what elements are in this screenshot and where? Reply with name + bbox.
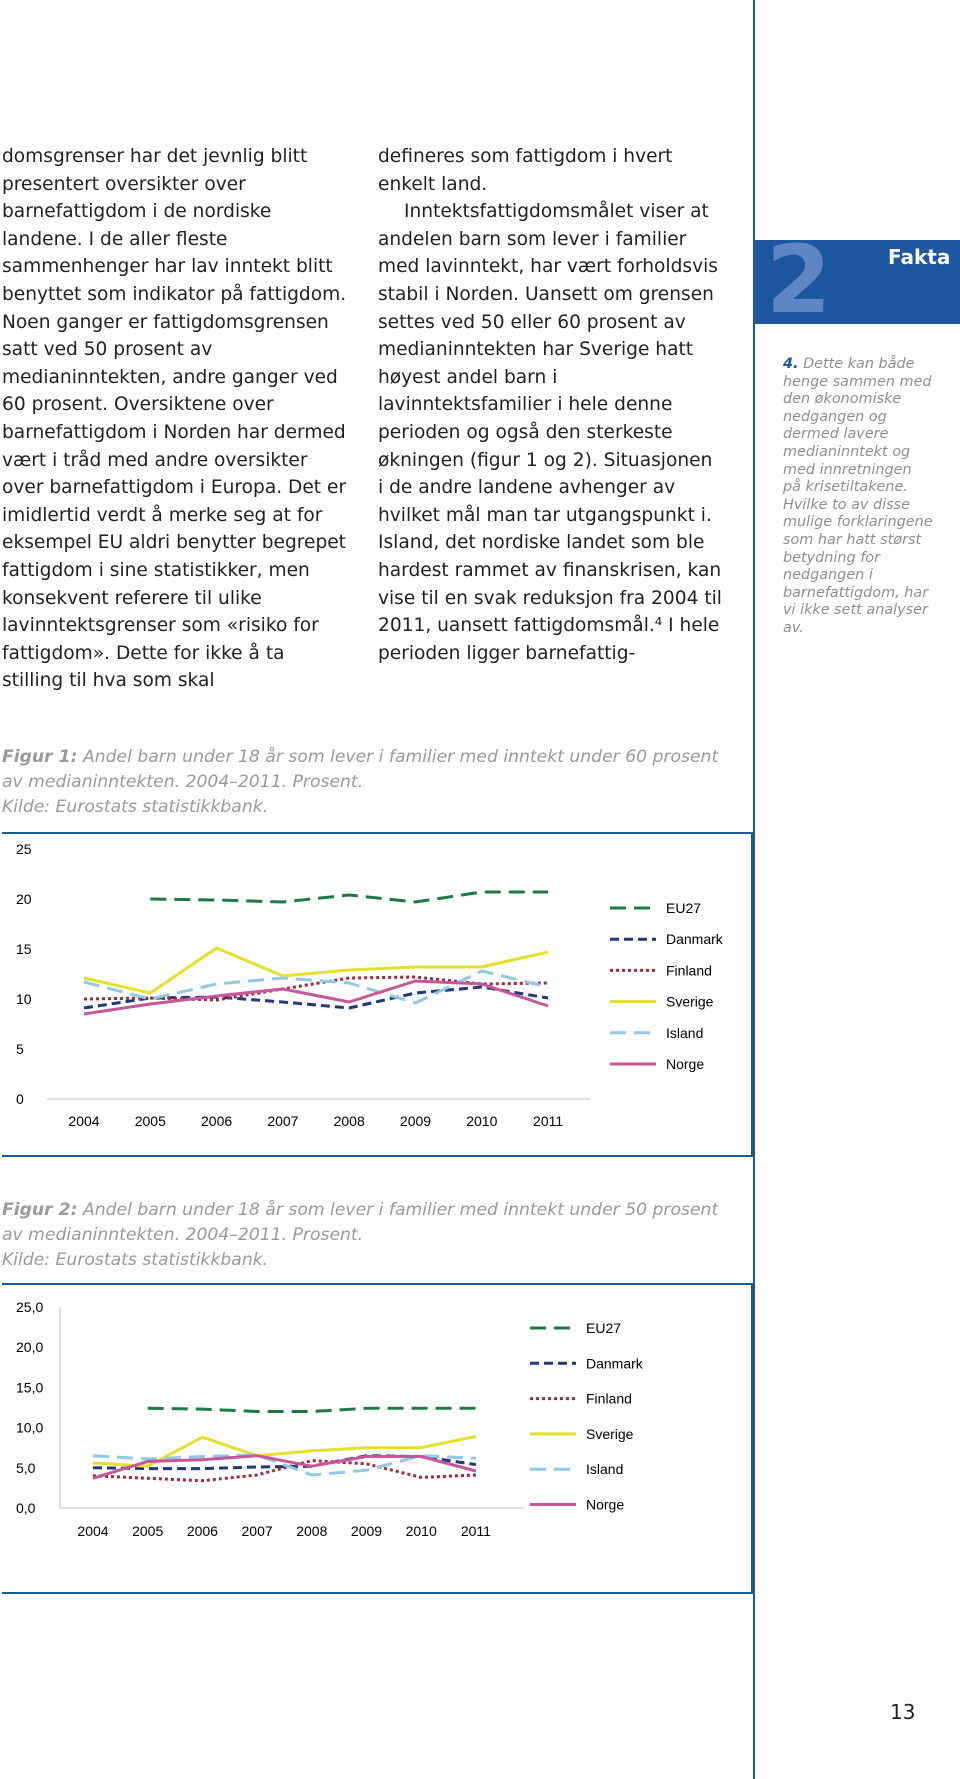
x-tick-label: 2006 [186, 1523, 218, 1539]
side-note-text: Dette kan både henge sammen med den økonomiske nedgangen og dermed lavere medianinntekt og med innretningen på krisetiltakene. Hvilke to av disse mulige forklaringene som har hatt størst betydning for nedgangen i barnefattigdom, har vi ikke sett analyser av. [783, 356, 933, 636]
y-tick-label: 20,0 [16, 1339, 44, 1356]
chart-frame-2 [2, 1283, 753, 1594]
page-number: 13 [890, 1700, 916, 1724]
legend-label-sverige: Sverige [666, 993, 714, 1010]
legend-label-island: Island [666, 1024, 704, 1041]
x-tick-label: 2007 [267, 1113, 299, 1129]
side-note-number: 4. [783, 356, 799, 372]
legend-label-danmark: Danmark [586, 1355, 643, 1372]
figure-source: Kilde: Eurostats statistikkbank. [2, 1250, 269, 1270]
figure-caption-text: Andel barn under 18 år som lever i familier med inntekt under 50 prosent av medianinntekten. 2004–2011. Prosent. [2, 1200, 719, 1245]
y-tick-label: 15,0 [16, 1379, 44, 1396]
x-tick-label: 2005 [132, 1523, 164, 1539]
x-tick-label: 2011 [533, 1113, 564, 1129]
legend-label-eu27: EU27 [586, 1320, 622, 1336]
y-tick-label: 15 [16, 941, 32, 957]
figure-caption-2 [2, 1198, 722, 1273]
legend-label-eu27: EU27 [666, 900, 702, 916]
chart-frame-1 [2, 832, 753, 1157]
figure-caption-1 [2, 745, 722, 820]
y-tick-label: 10 [16, 991, 32, 1007]
x-tick-label: 2007 [241, 1523, 273, 1539]
y-tick-label: 0,0 [16, 1500, 36, 1516]
body-paragraph [378, 198, 723, 667]
x-tick-label: 2005 [134, 1113, 166, 1129]
legend-label-finland: Finland [586, 1390, 632, 1407]
x-tick-label: 2006 [201, 1113, 233, 1129]
legend-label-island: Island [586, 1461, 624, 1478]
y-tick-label: 10,0 [16, 1419, 44, 1436]
x-tick-label: 2011 [460, 1523, 491, 1539]
y-tick-label: 5,0 [16, 1459, 36, 1476]
legend-label-finland: Finland [666, 962, 712, 979]
figure-label: Figur 2: [2, 1200, 78, 1220]
fakta-label: Fakta [888, 245, 951, 269]
figure-caption-text: Andel barn under 18 år som lever i familier med inntekt under 60 prosent av medianinntekten. 2004–2011. Prosent. [2, 747, 719, 792]
legend-label-norge: Norge [666, 1056, 705, 1072]
figure-label: Figur 1: [2, 747, 78, 767]
fakta-number: 2 [766, 226, 832, 335]
figure-source: Kilde: Eurostats statistikkbank. [2, 797, 269, 817]
x-tick-label: 2008 [296, 1523, 328, 1539]
line-chart-1 [2, 834, 751, 1155]
body-paragraph: defineres som fattigdom i hvert enkelt land. [378, 146, 673, 195]
x-tick-label: 2009 [350, 1523, 383, 1539]
x-tick-label: 2008 [333, 1113, 365, 1129]
side-note [783, 356, 933, 638]
legend-label-sverige: Sverige [586, 1425, 634, 1442]
y-tick-label: 0 [16, 1091, 24, 1107]
body-column-left [2, 143, 347, 695]
body-paragraph: domsgrenser har det jevnlig blitt presentert oversikter over barnefattigdom i de nordiske landene. I de aller fleste sammenhenger har lav inntekt blitt benyttet som indikator på fattigdom. Noen ganger er fattigdomsgrensen satt ved 50 prosent av medianinntekten, andre ganger ved 60 prosent. Oversiktene over barnefattigdom i Norden har dermed vært i tråd med andre oversikter over barnefattigdom i Europa. Det er imidlertid verdt å merke seg at for eksempel EU aldri benytter begrepet fattigdom i sine statistikker, men konsekvent referere til ulike lavinntektsgrenser som «risiko for fattigdom». Dette for ikke å ta stilling til hva som skal [2, 146, 347, 692]
x-tick-label: 2009 [399, 1113, 432, 1129]
x-tick-label: 2004 [77, 1523, 109, 1539]
body-column-right [378, 143, 723, 667]
y-tick-label: 25,0 [16, 1299, 44, 1315]
series-line-eu27 [150, 892, 548, 902]
x-tick-label: 2010 [405, 1523, 437, 1539]
line-chart-2 [2, 1285, 751, 1592]
legend-label-norge: Norge [586, 1496, 625, 1513]
y-tick-label: 5 [16, 1041, 24, 1057]
y-tick-label: 25 [16, 841, 32, 857]
x-tick-label: 2010 [466, 1113, 498, 1129]
y-tick-label: 20 [16, 891, 32, 907]
legend-label-danmark: Danmark [666, 931, 723, 948]
body-paragraph-text: Inntektsfattigdomsmålet viser at andelen barn som lever i familier med lavinntekt, har vært forholdsvis stabil i Norden. Uansett om grensen settes ved 50 eller 60 prosent av medianinntekten har Sverige hatt høyest andel barn i lavinntektsfamilier i hele denne perioden og også den sterkeste økningen (figur 1 og 2). Situasjonen i de andre landene avhenger av hvilket mål man tar utgangspunkt i. Island, det nordiske landet som ble hardest rammet av finanskrisen, kan vise til en svak reduksjon fra 2004 til 2011, uansett fattigdomsmål.⁴ I hele perioden ligger barnefattig- [378, 201, 722, 664]
x-tick-label: 2004 [68, 1113, 100, 1129]
series-line-eu27 [148, 1408, 476, 1411]
